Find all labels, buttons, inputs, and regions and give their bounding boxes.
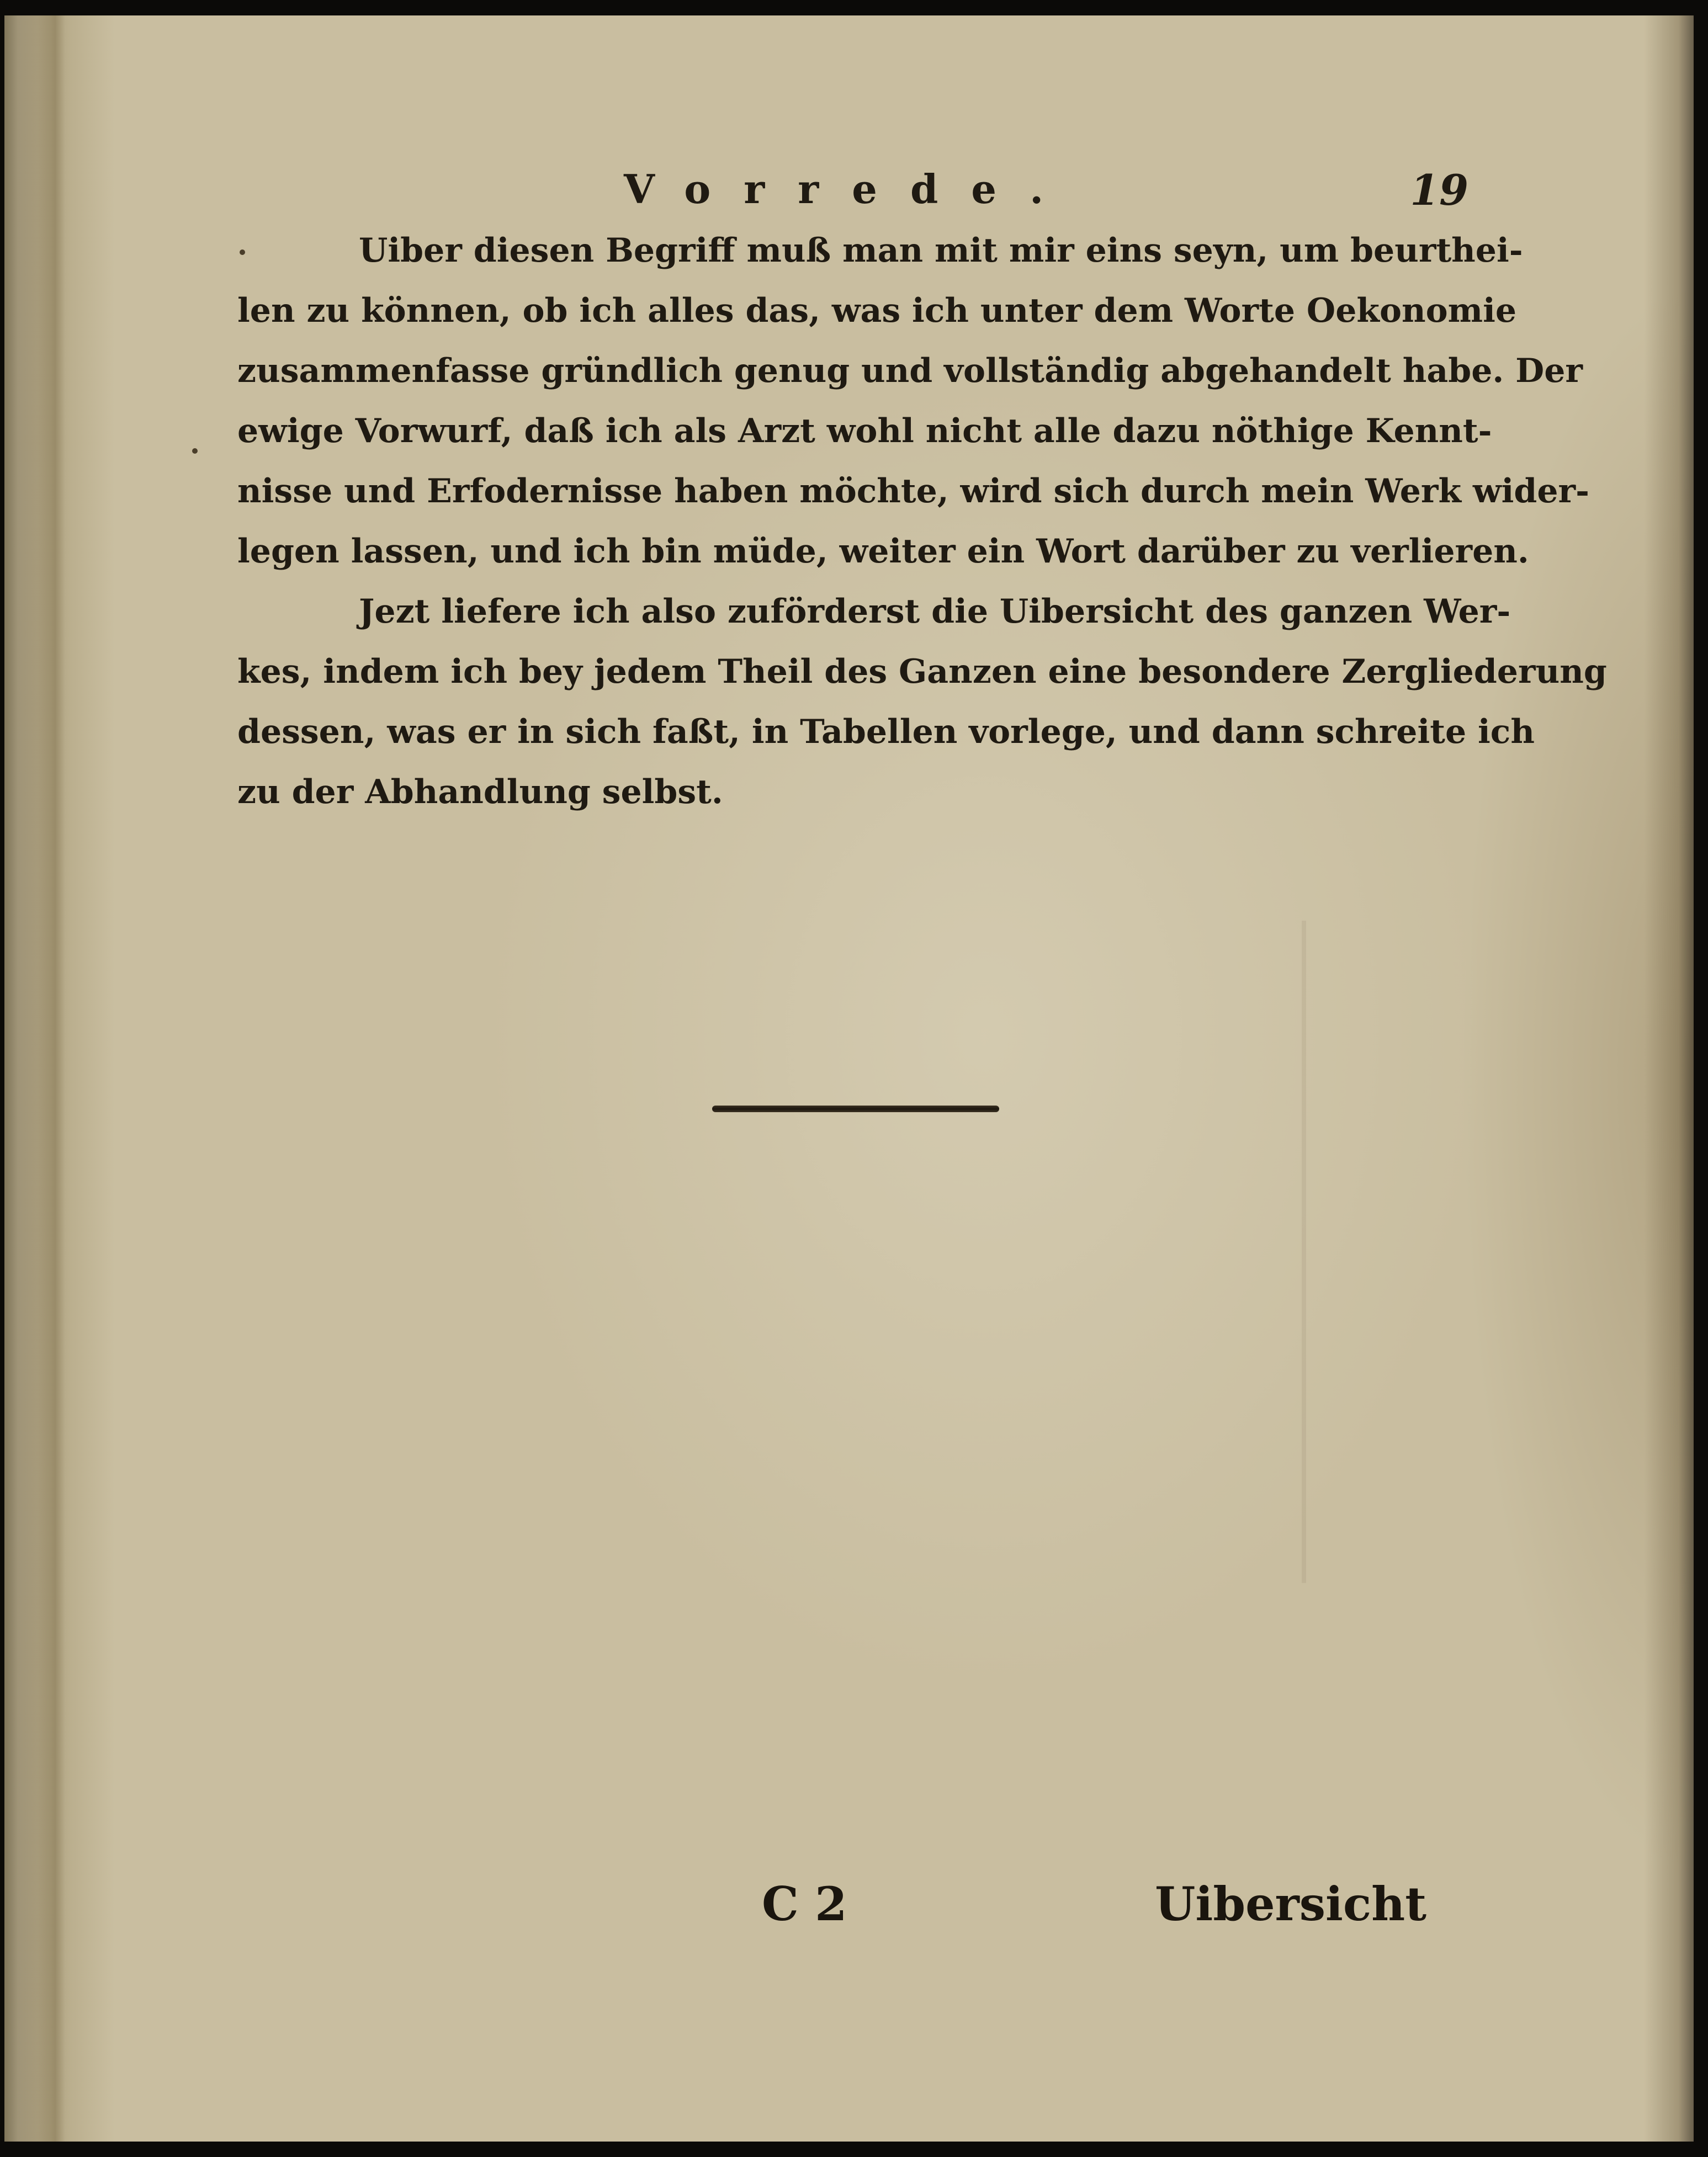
page-number: 19 — [1410, 166, 1468, 215]
gutter-shadow — [4, 15, 71, 2142]
text-line: kes, indem ich bey jedem Theil des Ganzen eine besondere Zergliederung — [237, 652, 1607, 691]
text-block — [237, 155, 1607, 822]
text-line: nisse und Erfodernisse haben möchte, wird sich durch mein Werk wider- — [237, 472, 1590, 511]
text-line: dessen, was er in sich faßt, in Tabellen vorlege, und dann schreite ich — [237, 713, 1535, 751]
paragraph-2 — [237, 582, 1607, 822]
catchword: Uibersicht — [1155, 1877, 1426, 1931]
page-edge — [1644, 15, 1694, 2142]
text-line: Uiber diesen Begriff muß man mit mir eins seyn, um beurthei- — [359, 231, 1523, 270]
text-line: legen lassen, und ich bin müde, weiter ein Wort darüber zu verlieren. — [237, 532, 1529, 571]
text-line: zusammenfasse gründlich genug und vollständig abgehandelt habe. Der — [237, 352, 1583, 390]
running-title: Vorrede. — [624, 166, 1077, 212]
paragraph-1 — [237, 221, 1590, 582]
text-line: zu der Abhandlung selbst. — [237, 773, 723, 811]
text-line: ewige Vorwurf, daß ich als Arzt wohl nicht alle dazu nöthige Kennt- — [237, 412, 1492, 450]
running-head — [237, 155, 1474, 221]
section-divider-rule — [712, 1106, 999, 1112]
text-line: Jezt liefere ich also zuförderst die Uibersicht des ganzen Wer- — [359, 592, 1511, 631]
margin-mark — [192, 448, 198, 454]
signature-mark: C 2 — [762, 1877, 847, 1931]
show-through-ghost — [1302, 921, 1444, 1583]
text-line: len zu können, ob ich alles das, was ich unter dem Worte Oekonomie — [237, 291, 1517, 330]
